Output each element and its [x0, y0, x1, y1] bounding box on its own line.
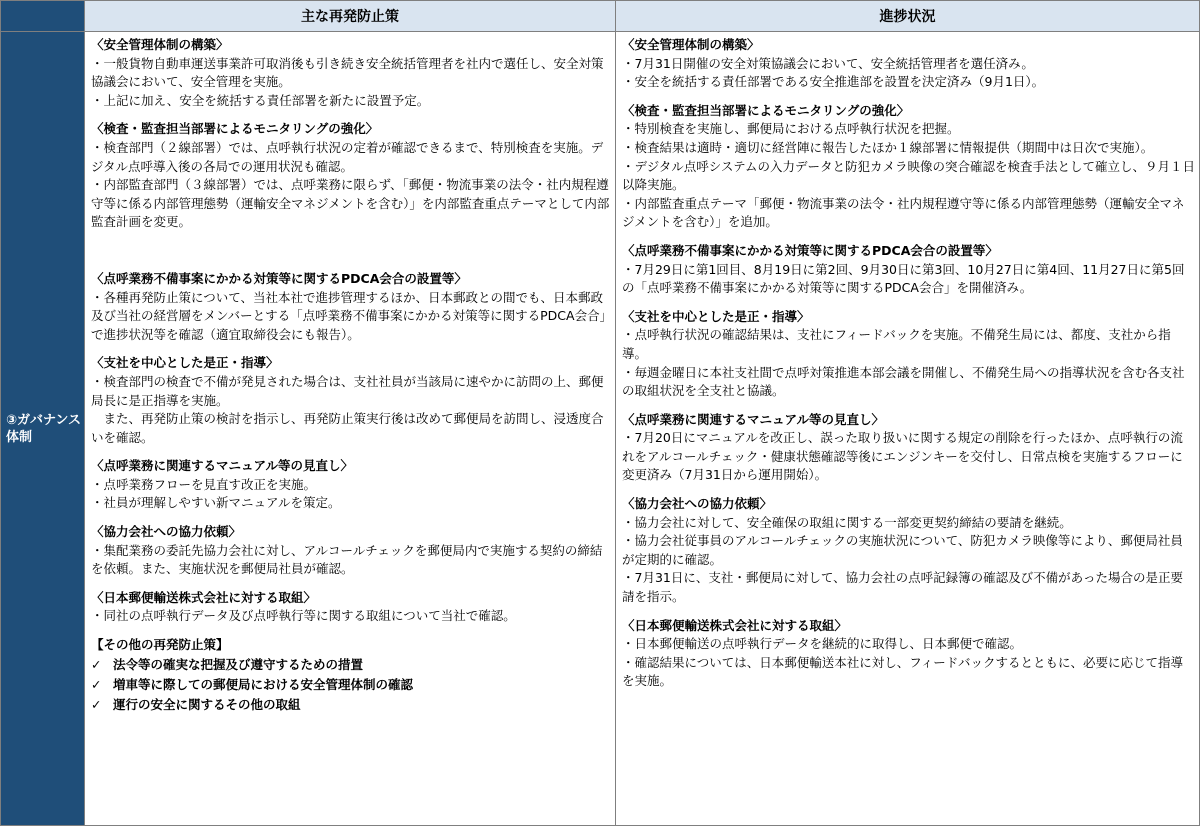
section-title: 〈点呼業務に関連するマニュアル等の見直し〉 — [622, 411, 885, 427]
section-item: ・各種再発防止策について、当社本社で進捗管理するほか、日本郵政との間でも、日本郵政及び当社の経営層をメンバーとする「点呼業務不備事案にかかる対策等に関するPDCA会合」で進捗状況等を確認（適宜取締役会にも報告）。 — [91, 289, 606, 342]
section-title: 〈支社を中心とした是正・指導〉 — [91, 355, 279, 371]
section-item: ・7月31日開催の安全対策協議会において、安全統括管理者を選任済み。 — [622, 55, 1034, 71]
section-item: ・デジタル点呼システムの入力データと防犯カメラ映像の突合確認を検査手法として確立し、９月１日以降実施。 — [622, 158, 1196, 193]
section-item: ・点呼執行状況の確認結果は、支社にフィードバックを実施。不備発生局には、都度、支社から指導。 — [622, 327, 1171, 361]
section-title: 〈点呼業務不備事案にかかる対策等に関するPDCA会合の設置等〉 — [91, 270, 467, 286]
measures-column — [85, 32, 615, 715]
section-title: 〈協力会社への協力依頼〉 — [91, 524, 242, 540]
check-icon: ✓ — [91, 656, 102, 672]
section-title: 〈日本郵便輸送株式会社に対する取組〉 — [622, 617, 848, 633]
section-block — [622, 102, 1195, 232]
section-title: 〈点呼業務不備事案にかかる対策等に関するPDCA会合の設置等〉 — [622, 242, 998, 258]
other-measure-item — [91, 695, 611, 715]
section-block — [622, 36, 1195, 92]
progress-column — [616, 32, 1199, 691]
section-block — [91, 457, 611, 513]
section-item: ・検査結果は適時・適切に経営陣に報告したほか１線部署に情報提供（期間中は日次で実施）。 — [622, 139, 1154, 155]
section-item: また、再発防止策の検討を指示し、再発防止策実行後は改めて郵便局を訪問し、浸透度合いを確認。 — [91, 411, 604, 445]
section-title: 〈安全管理体制の構築〉 — [91, 37, 229, 52]
other-measure-text: 増車等に際しての郵便局における安全管理体制の確認 — [113, 676, 414, 692]
other-measure-item — [91, 675, 611, 695]
other-measure-text: 法令等の確実な把握及び遵守するための措置 — [113, 656, 364, 672]
section-item: ・集配業務の委託先協力会社に対し、アルコールチェックを郵便局内で実施する契約の締結を依頼。また、実施状況を郵便局社員が確認。 — [91, 542, 603, 577]
header-progress: 進捗状況 — [616, 1, 1200, 32]
other-measure-item — [91, 655, 611, 675]
section-block — [622, 411, 1195, 485]
section-block — [91, 36, 611, 110]
section-block — [622, 242, 1195, 298]
section-item: ・上記に加え、安全を統括する責任部署を新たに設置予定。 — [91, 92, 430, 108]
section-item: ・7月20日にマニュアルを改正し、誤った取り扱いに関する規定の削除を行ったほか、点呼執行の流れをアルコールチェック・健康状態確認等後にエンジンキーを交付し、日常点検を実施するフローに変更済み（7月31日から運用開始）。 — [622, 430, 1183, 483]
section-item: ・協力会社従事員のアルコールチェックの実施状況について、防犯カメラ映像等により、郵便局社員が定期的に確認。 — [622, 533, 1183, 567]
section-title: 〈安全管理体制の構築〉 — [622, 37, 760, 52]
section-title: 〈点呼業務に関連するマニュアル等の見直し〉 — [91, 458, 354, 474]
section-title: 〈日本郵便輸送株式会社に対する取組〉 — [91, 589, 317, 605]
section-title: 〈検査・監査担当部署によるモニタリングの強化〉 — [91, 121, 379, 137]
section-item: ・同社の点呼執行データ及び点呼執行等に関する取組について当社で確認。 — [91, 608, 516, 624]
section-block — [622, 495, 1195, 607]
section-title: 〈支社を中心とした是正・指導〉 — [622, 308, 810, 324]
section-item: ・7月29日に第1回目、8月19日に第2回、9月30日に第3回、10月27日に第4回、11月27日に第5回の「点呼業務不備事案にかかる対策等に関するPDCA会合」を開催済み。 — [622, 261, 1185, 296]
section-item: ・7月31日に、支社・郵便局に対して、協力会社の点呼記録簿の確認及び不備があった場合の是正要請を指示。 — [622, 570, 1183, 605]
check-icon: ✓ — [91, 676, 102, 692]
section-item: ・確認結果については、日本郵便輸送本社に対し、フィードバックするとともに、必要に応じて指導を実施。 — [622, 654, 1184, 689]
other-measures-title: 【その他の再発防止策】 — [91, 637, 229, 653]
progress-cell — [616, 32, 1200, 826]
section-item: ・毎週金曜日に本社支社間で点呼対策推進本部会議を開催し、不備発生局への指導状況を含む各支社の取組状況を全支社と協議。 — [622, 364, 1185, 399]
section-item: ・協力会社に対して、安全確保の取組に関する一部変更契約締結の要請を継続。 — [622, 514, 1072, 530]
side-label-text: ③ガバナンス 体制 — [6, 412, 81, 445]
section-item: ・点呼業務フローを見直す改正を実施。 — [91, 476, 317, 492]
section-block — [91, 523, 611, 579]
section-block — [622, 617, 1195, 691]
section-item: ・日本郵便輸送の点呼執行データを継続的に取得し、日本郵便で確認。 — [622, 636, 1023, 652]
other-measure-text: 運行の安全に関するその他の取組 — [113, 696, 301, 712]
section-item: ・検査部門（２線部署）では、点呼執行状況の定着が確認できるまで、特別検査を実施。デジタル点呼導入後の各局での運用状況も確認。 — [91, 139, 604, 174]
section-block — [91, 270, 611, 344]
section-item: ・安全を統括する責任部署である安全推進部を設置を決定済み（9月1日）。 — [622, 74, 1045, 90]
measures-cell — [85, 32, 616, 826]
section-item: ・社員が理解しやすい新マニュアルを策定。 — [91, 495, 341, 511]
section-block — [91, 354, 611, 447]
section-title: 〈検査・監査担当部署によるモニタリングの強化〉 — [622, 102, 910, 118]
section-item: ・一般貨物自動車運送事業許可取消後も引き続き安全統括管理者を社内で選任し、安全対策協議会において、安全管理を実施。 — [91, 55, 604, 90]
section-block — [622, 308, 1195, 401]
section-item: ・内部監査重点テーマ「郵便・物流事業の法令・社内規程遵守等に係る内部管理態勢（運輸安全マネジメントを含む）」を追加。 — [622, 195, 1185, 230]
section-item: ・特別検査を実施し、郵便局における点呼執行状況を把握。 — [622, 121, 960, 137]
section-title: 〈協力会社への協力依頼〉 — [622, 496, 773, 512]
header-corner — [1, 1, 85, 32]
section-item: ・検査部門の検査で不備が発見された場合は、支社社員が当該局に速やかに訪問の上、郵便局長に是正指導を実施。 — [91, 373, 604, 408]
section-block — [91, 589, 611, 626]
check-icon: ✓ — [91, 696, 102, 712]
section-block — [91, 120, 611, 232]
section-item: ・内部監査部門（３線部署）では、点呼業務に限らず、「郵便・物流事業の法令・社内規程遵守等に係る内部管理態勢（運輸安全マネジメントを含む）」を内部監査重点テーマとして内部監査計画を変更。 — [91, 177, 610, 230]
section-spacer — [91, 242, 611, 270]
header-measures: 主な再発防止策 — [85, 1, 616, 32]
side-label-governance — [1, 32, 85, 826]
